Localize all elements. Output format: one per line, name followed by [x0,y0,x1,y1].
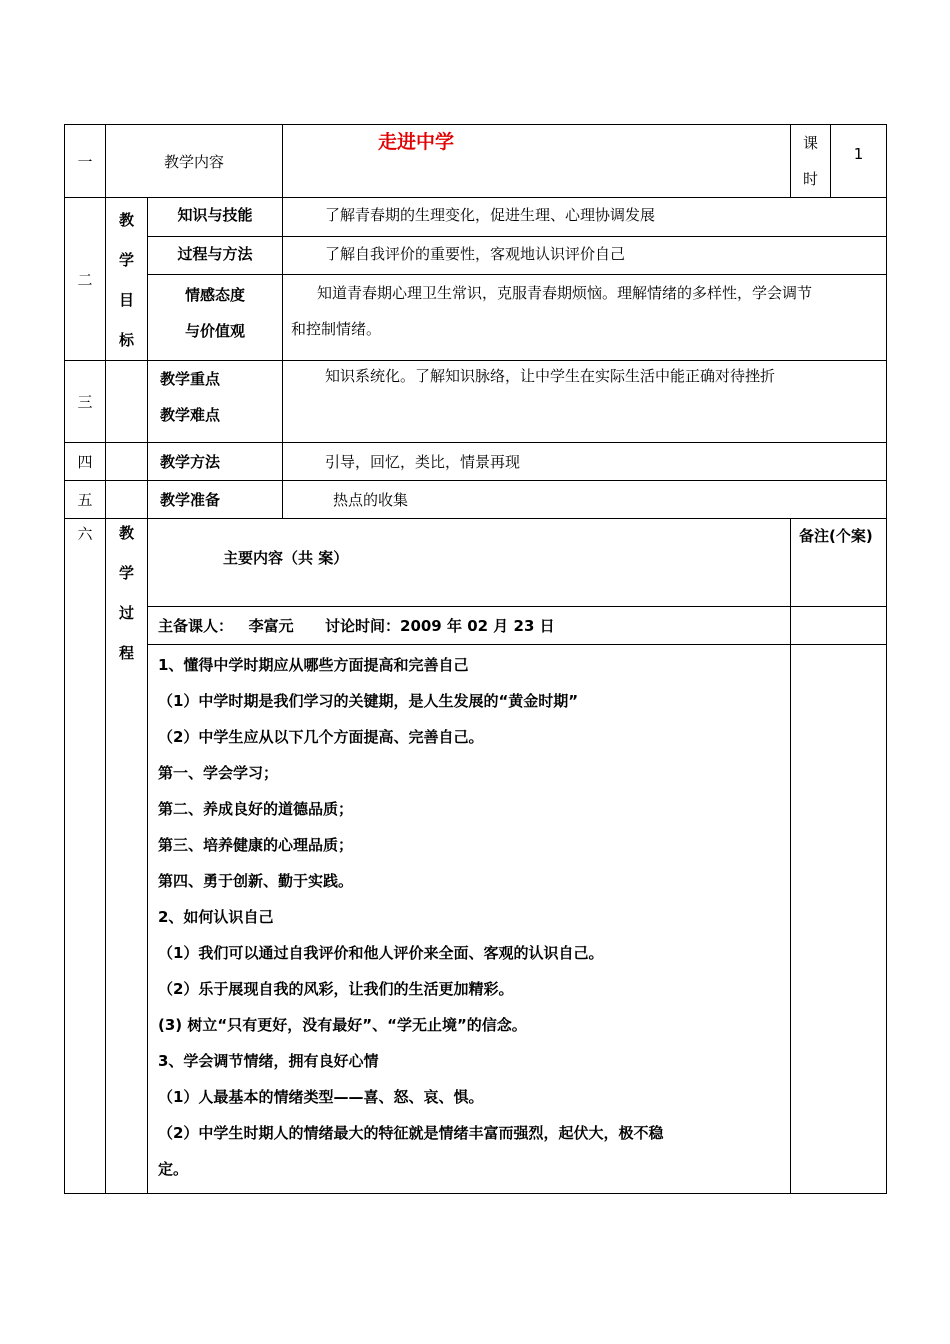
content-line: （2）乐于展现自我的风彩，让我们的生活更加精彩。 [158,980,514,998]
teaching-preparation-label: 教学准备 [148,481,283,519]
key-points-text: 知识系统化。了解知识脉络，让中学生在实际生活中能正确对待挫折 [283,361,887,443]
content-line: （1）我们可以通过自我评价和他人评价来全面、客观的认识自己。 [158,944,604,962]
objective-text-line: 和控制情绪。 [291,320,382,339]
teaching-process-label [106,519,148,1194]
objectives-char: 学 [118,251,134,269]
notes-header: 备注(个案) [791,519,887,607]
content-line: 1、懂得中学时期应从哪些方面提高和完善自己 [158,656,469,674]
class-hours-label [791,125,831,198]
row-objectives-2 [65,236,887,275]
preparer-info: 主备课人： 李富元 讨论时间：2009 年 02 月 23 日 [148,607,791,645]
main-content [148,645,791,1194]
objectives-char: 教 [118,211,134,229]
teaching-process-char: 程 [118,644,134,662]
content-line: (3) 树立“只有更好，没有最好”、“学无止境”的信念。 [158,1016,527,1034]
row-objectives-3 [65,275,887,361]
content-line: 2、如何认识自己 [158,908,274,926]
row-number: 一 [65,125,106,198]
objective-label [148,275,283,361]
objective-label-line: 与价值观 [185,322,246,341]
empty-cell [106,361,148,443]
teaching-process-char: 学 [118,564,134,582]
objectives-char: 标 [118,331,134,349]
teaching-process-char: 过 [118,604,134,622]
objective-label: 知识与技能 [148,198,283,237]
objective-text-line: 知道青春期心理卫生常识，克服青春期烦恼。理解情绪的多样性，学会调节 [317,284,813,303]
content-line: 第四、勇于创新、勤于实践。 [158,872,354,890]
lesson-plan-table [64,124,887,1194]
content-line: 定。 [158,1160,189,1178]
class-hours-value: 1 [831,125,887,198]
teaching-preparation-text: 热点的收集 [283,481,887,519]
objective-text: 了解自我评价的重要性，客观地认识评价自己 [283,236,887,275]
objective-text: 了解青春期的生理变化，促进生理、心理协调发展 [283,198,887,237]
row-key-points [65,361,887,443]
empty-cell [106,443,148,481]
empty-cell [106,481,148,519]
row-preparer [65,607,887,645]
row-number: 二 [65,198,106,361]
row-teaching-preparation [65,481,887,519]
content-line: （1）人最基本的情绪类型——喜、怒、哀、惧。 [158,1088,484,1106]
lesson-title-cell [283,125,791,198]
row-number: 四 [65,443,106,481]
row-number: 六 [65,519,106,1194]
class-hours-char: 时 [803,170,819,188]
teaching-process-char: 教 [118,524,134,542]
row-number: 三 [65,361,106,443]
objectives-char: 目 [118,291,134,309]
notes-cell [791,645,887,1194]
content-line: 3、学会调节情绪，拥有良好心情 [158,1052,379,1070]
objective-label-line: 情感态度 [185,286,246,305]
content-line: （2）中学生时期人的情绪最大的特征就是情绪丰富而强烈，起伏大，极不稳 [158,1124,664,1142]
objective-text [283,275,887,361]
row-teaching-methods [65,443,887,481]
content-line: （1）中学时期是我们学习的关键期，是人生发展的“黄金时期” [158,692,579,710]
content-line: 第二、养成良好的道德品质； [158,800,354,818]
key-points-label-line: 教学难点 [160,406,221,424]
key-points-label [148,361,283,443]
row-teaching-process-header [65,519,887,607]
teaching-content-label: 教学内容 [106,125,283,198]
objective-label: 过程与方法 [148,236,283,275]
key-points-label-line: 教学重点 [160,370,221,388]
row-main-content [65,645,887,1194]
teaching-methods-label: 教学方法 [148,443,283,481]
row-teaching-content [65,125,887,198]
content-line: 第三、培养健康的心理品质； [158,836,354,854]
notes-cell [791,607,887,645]
row-objectives-1 [65,198,887,237]
lesson-title: 走进中学 [378,131,455,153]
objectives-label [106,198,148,361]
main-content-header: 主要内容（共 案） [148,519,791,607]
content-line: 第一、学会学习； [158,764,279,782]
row-number: 五 [65,481,106,519]
class-hours-char: 课 [803,134,819,152]
teaching-methods-text: 引导，回忆，类比，情景再现 [283,443,887,481]
content-line: （2）中学生应从以下几个方面提高、完善自己。 [158,728,484,746]
